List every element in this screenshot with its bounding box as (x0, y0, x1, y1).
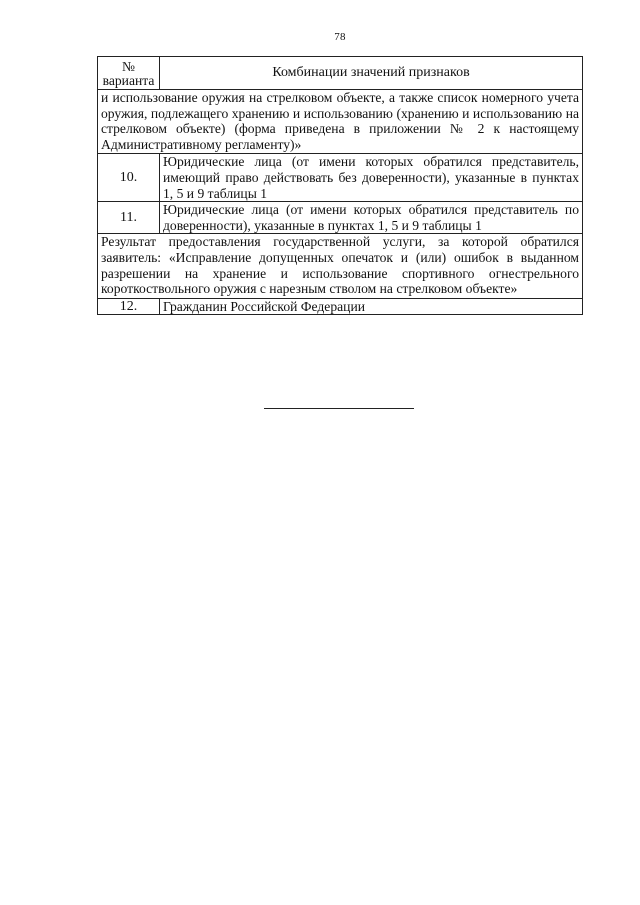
header-variant-number (98, 57, 160, 90)
variant-number: 10. (98, 154, 160, 202)
variant-number: 12. (98, 298, 160, 315)
end-separator-line (264, 408, 414, 409)
header-number-sign: № (122, 59, 135, 74)
variant-description: Гражданин Российской Федерации (160, 298, 583, 315)
table-header-row (98, 57, 583, 90)
continuation-row (98, 90, 583, 154)
variants-table (97, 56, 583, 315)
continuation-text: и использование оружия на стрелковом объекте, а также список номерного учета оружия, подлежащего хранению и использованию (хранению и использованию на стрелковом объекте) (форма приведена в приложении № 2 к настоящему Административному регламенту)» (98, 90, 583, 154)
table-row (98, 202, 583, 234)
variant-description: Юридические лица (от имени которых обратился представитель по доверенности), указанные в пунктах 1, 5 и 9 таблицы 1 (160, 202, 583, 234)
table-row (98, 298, 583, 315)
variant-description: Юридические лица (от имени которых обратился представитель, имеющий право действовать без доверенности), указанные в пунктах 1, 5 и 9 таблицы 1 (160, 154, 583, 202)
table-row (98, 154, 583, 202)
result-row (98, 234, 583, 298)
result-text: Результат предоставления государственной услуги, за которой обратился заявитель: «Исправление допущенных опечаток и (или) ошибок в выданном разрешении на хранение и использование спортивного огнестрельного короткоствольного оружия с нарезным стволом на стрелковом объекте» (98, 234, 583, 298)
header-combinations-title: Комбинации значений признаков (160, 57, 583, 90)
header-variant-label: варианта (102, 73, 155, 88)
page-number: 78 (334, 31, 346, 43)
variant-number: 11. (98, 202, 160, 234)
